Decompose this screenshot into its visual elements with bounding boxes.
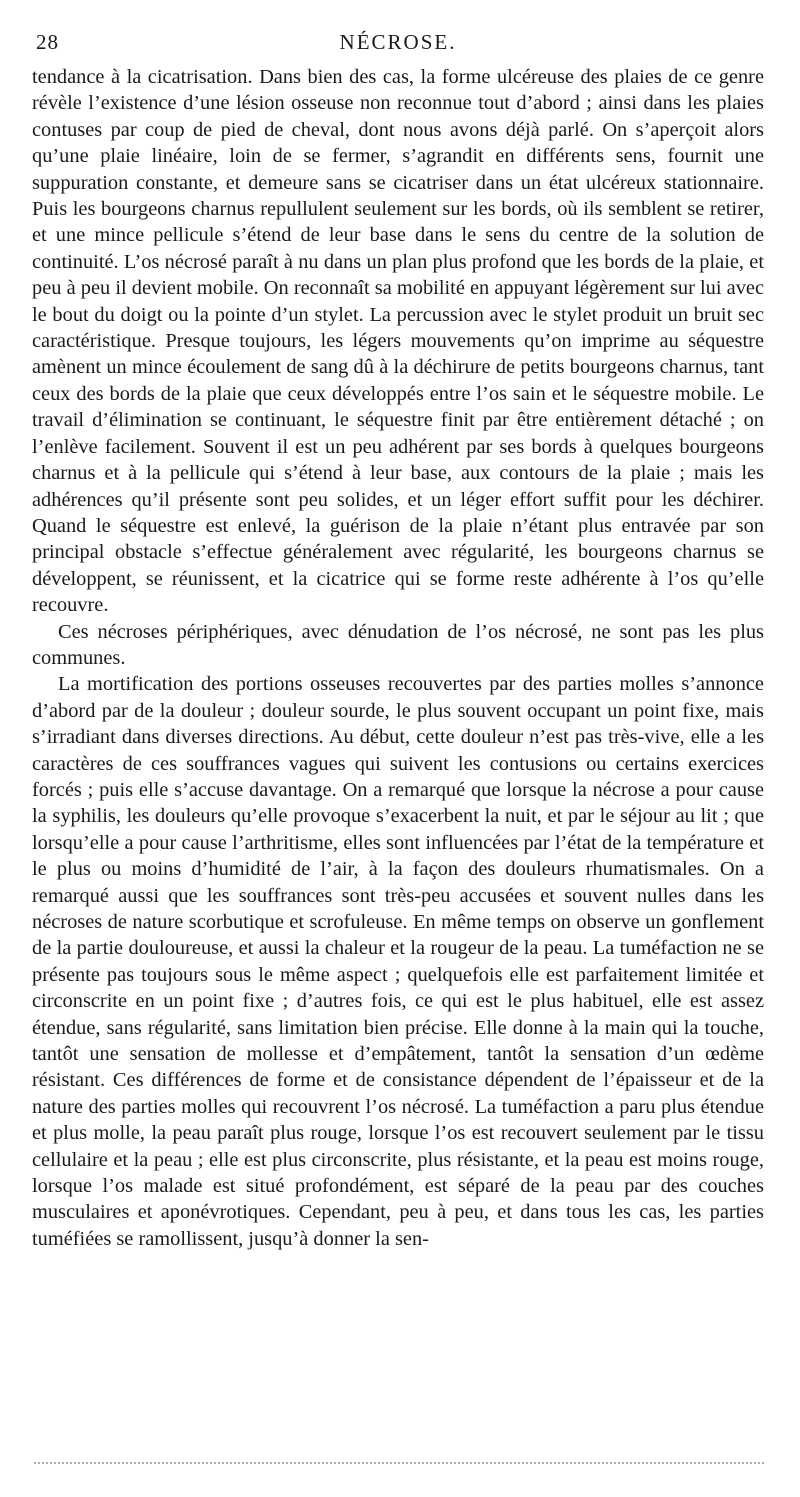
running-title: NÉCROSE. [339,30,457,54]
bottom-scan-artifact [34,1462,764,1464]
running-head [32,26,764,58]
paragraph-mortification: La mortification des portions osseuses recouvertes par des parties molles s’annonce d’abord par de la douleur ; douleur sourde, le plus souvent occupant un point fixe, mais s’irradiant dans diverses directions. Au début, cette douleur n’est pas très-vive, elle a les caractères de ces souffrances vagues qui suivent les contusions ou certains exercices forcés ; puis elle s’accuse davantage. On a remarqué que lorsque la nécrose a pour cause la syphilis, les douleurs qu’elle provoque s’exacerbent la nuit, et par le séjour au lit ; que lorsqu’elle a pour cause l’arthritisme, elles sont influencées par l’état de la température et le plus ou moins d’humidité de l’air, à la façon des douleurs rhumatismales. On a remarqué aussi que les souffrances sont très-peu accusées et souvent nulles dans les nécroses de nature scorbutique et scrofuleuse. En même temps on observe un gonflement de la partie douloureuse, et aussi la chaleur et la rougeur de la peau. La tuméfaction ne se présente pas toujours sous le même aspect ; quelquefois elle est parfaitement limitée et circonscrite en un point fixe ; d’autres fois, ce qui est le plus habituel, elle est assez étendue, sans régularité, sans limitation bien précise. Elle donne à la main qui la touche, tantôt une sensation de mollesse et d’empâtement, tantôt la sensation d’un œdème résistant. Ces différences de forme et de consistance dépendent de l’épaisseur et de la nature des parties molles qui recouvrent l’os nécrosé. La tuméfaction a paru plus étendue et plus molle, la peau paraît plus rouge, lorsque l’os est recouvert seulement par le tissu cellulaire et la peau ; elle est plus circonscrite, plus résistante, et la peau est moins rouge, lorsque l’os malade est situé profondément, est séparé de la peau par des couches musculaires et aponévrotiques. Cependant, peu à peu, et dans tous les cas, les parties tuméfiées se ramollissent, jusqu’à donner la sen- [32,673,764,1250]
paragraph-peripheral-necroses: Ces nécroses périphériques, avec dénudation de l’os nécrosé, ne sont pas les plus communes. [32,620,764,669]
body-text [32,64,764,1252]
book-page [32,26,764,1252]
page-number: 28 [36,30,59,54]
paragraph-continued: tendance à la cicatrisation. Dans bien des cas, la forme ulcéreuse des plaies de ce genre révèle l’existence d’une lésion osseuse non reconnue tout d’abord ; ainsi dans les plaies contuses par coup de pied de cheval, dont nous avons déjà parlé. On s’aperçoit alors qu’une plaie linéaire, loin de se fermer, s’agrandit en différents sens, fournit une suppuration constante, et demeure sans se cicatriser dans un état ulcéreux stationnaire. Puis les bourgeons charnus repullulent seulement sur les bords, où ils semblent se retirer, et une mince pellicule s’étend de leur base dans le sens du centre de la solution de continuité. L’os nécrosé paraît à nu dans un plan plus profond que les bords de la plaie, et peu à peu il devient mobile. On reconnaît sa mobilité en appuyant légèrement sur lui avec le bout du doigt ou la pointe d’un stylet. La percussion avec le stylet produit un bruit sec caractéristique. Presque toujours, les légers mouvements qu’on imprime au séquestre amènent un mince écoulement de sang dû à la déchirure de petits bourgeons charnus, tant ceux des bords de la plaie que ceux développés entre l’os sain et le séquestre mobile. Le travail d’élimination se continuant, le séquestre finit par être entièrement détaché ; on l’enlève facilement. Souvent il est un peu adhérent par ses bords à quelques bourgeons charnus et à la pellicule qui s’étend à leur base, aux contours de la plaie ; mais les adhérences qu’il présente sont peu solides, et un léger effort suffit pour les déchirer. Quand le séquestre est enlevé, la guérison de la plaie n’étant plus entravée par son principal obstacle s’effectue généralement avec régularité, les bourgeons charnus se développent, se réunissent, et la cicatrice qui se forme reste adhérente à l’os qu’elle recouvre. [32,66,764,617]
